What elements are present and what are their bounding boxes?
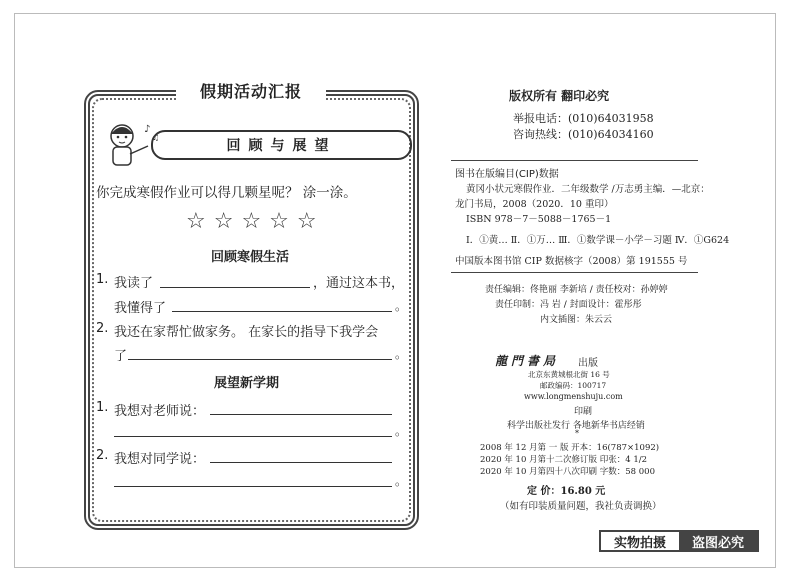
quality-note: （如有印装质量问题，我社负责调换） [500,501,662,512]
classification: Ⅰ．①黄… Ⅱ．①万… Ⅲ．①数学课－小学－习题 Ⅳ．①G624 [466,235,730,246]
item2-text: 我还在家帮忙做家务。 在家长的指导下我学会 [114,325,379,340]
section-outlook-heading: 展望新学期 [214,376,280,391]
watermark-badge [599,530,759,552]
publisher-postcode: 邮政编码：100717 [540,381,607,390]
book-title-blank[interactable] [160,287,310,288]
separator-star: * [575,429,579,438]
report-phone: 举报电话：(010)64031958 [513,112,654,125]
publisher-address: 北京东黄城根北街 16 号 [528,370,610,379]
item3-period: 。 [395,424,408,438]
item1-number: 1. [96,272,109,287]
card-title: 假期活动汇报 [199,81,302,101]
cip-heading: 图书在版编目(CIP)数据 [455,169,559,180]
edition-line-3: 2020 年 10 月第四十八次印刷 字数：58 000 [480,467,655,477]
publisher-website: www.longmenshuju.com [524,392,623,401]
rating-stars[interactable]: ☆☆☆☆☆ [186,209,325,234]
price: 定 价：16.80 元 [527,486,606,497]
cip-top-rule [451,160,698,161]
cip-number: 中国版本图书馆 CIP 数据核字（2008）第 191555 号 [455,256,688,267]
credit-editors: 责任编辑：佟艳丽 李新培 / 责任校对：孙婷婷 [485,285,668,295]
item4-period: 。 [395,474,408,488]
review-banner [151,130,412,160]
distribution: 科学出版社发行 各地新华书店经销 [507,421,645,431]
item3-number: 1. [96,400,109,415]
classmate-blank-2[interactable] [114,486,392,487]
cip-line-1: 黄冈小状元寒假作业．二年级数学 /万志勇主编．—北京： [466,184,710,195]
item1-prefix: 我读了 [114,276,154,291]
chores-blank[interactable] [128,359,392,360]
item2-period: 。 [395,347,408,361]
credit-illustration: 内文插图：朱云云 [540,315,613,325]
learned-blank[interactable] [172,311,392,312]
publisher-logo: 龍門書局 [495,354,560,368]
svg-text:♪: ♪ [144,124,151,135]
svg-text:♫: ♫ [152,133,160,142]
edition-line-1: 2008 年 12 月第 一 版 开本：16(787×1092) [480,443,660,453]
item1-learned-prefix: 我懂得了 [114,301,167,316]
isbn: ISBN 978－7－5088－1765－1 [466,214,612,225]
edition-line-2: 2020 年 10 月第十二次修订版 印张：4 1/2 [480,455,648,465]
star-question: 你完成寒假作业可以得几颗星呢？ 涂一涂。 [96,185,357,201]
item4-number: 2. [96,448,109,463]
print-label: 印刷 [574,407,593,417]
item2-number: 2. [96,321,109,336]
cip-line-2: 龙门书局，2008（2020．10 重印） [455,199,614,210]
credit-print-cover: 责任印制：冯 岩 / 封面设计：霍彤彤 [495,300,642,310]
cip-bottom-rule [451,272,698,273]
item4-text: 我想对同学说： [114,452,206,467]
watermark-left: 实物拍摄 [601,532,679,550]
teacher-blank-1[interactable] [210,414,392,415]
teacher-blank-2[interactable] [114,436,392,437]
item3-text: 我想对老师说： [114,404,206,419]
publisher-suffix: 出版 [578,358,598,369]
section-review-heading: 回顾寒假生活 [211,250,290,265]
inquiry-phone: 咨询热线：(010)64034160 [513,128,654,141]
banner-text: 回顾与展望 [226,138,337,154]
copyright-notice: 版权所有 翻印必究 [509,89,610,103]
item1-middle: ，通过这本书， [313,276,405,291]
card-title-box [176,76,326,104]
classmate-blank-1[interactable] [210,462,392,463]
watermark-right: 盗图必究 [679,532,757,550]
item2-continue: 了 [114,349,128,364]
item1-period: 。 [395,299,408,313]
